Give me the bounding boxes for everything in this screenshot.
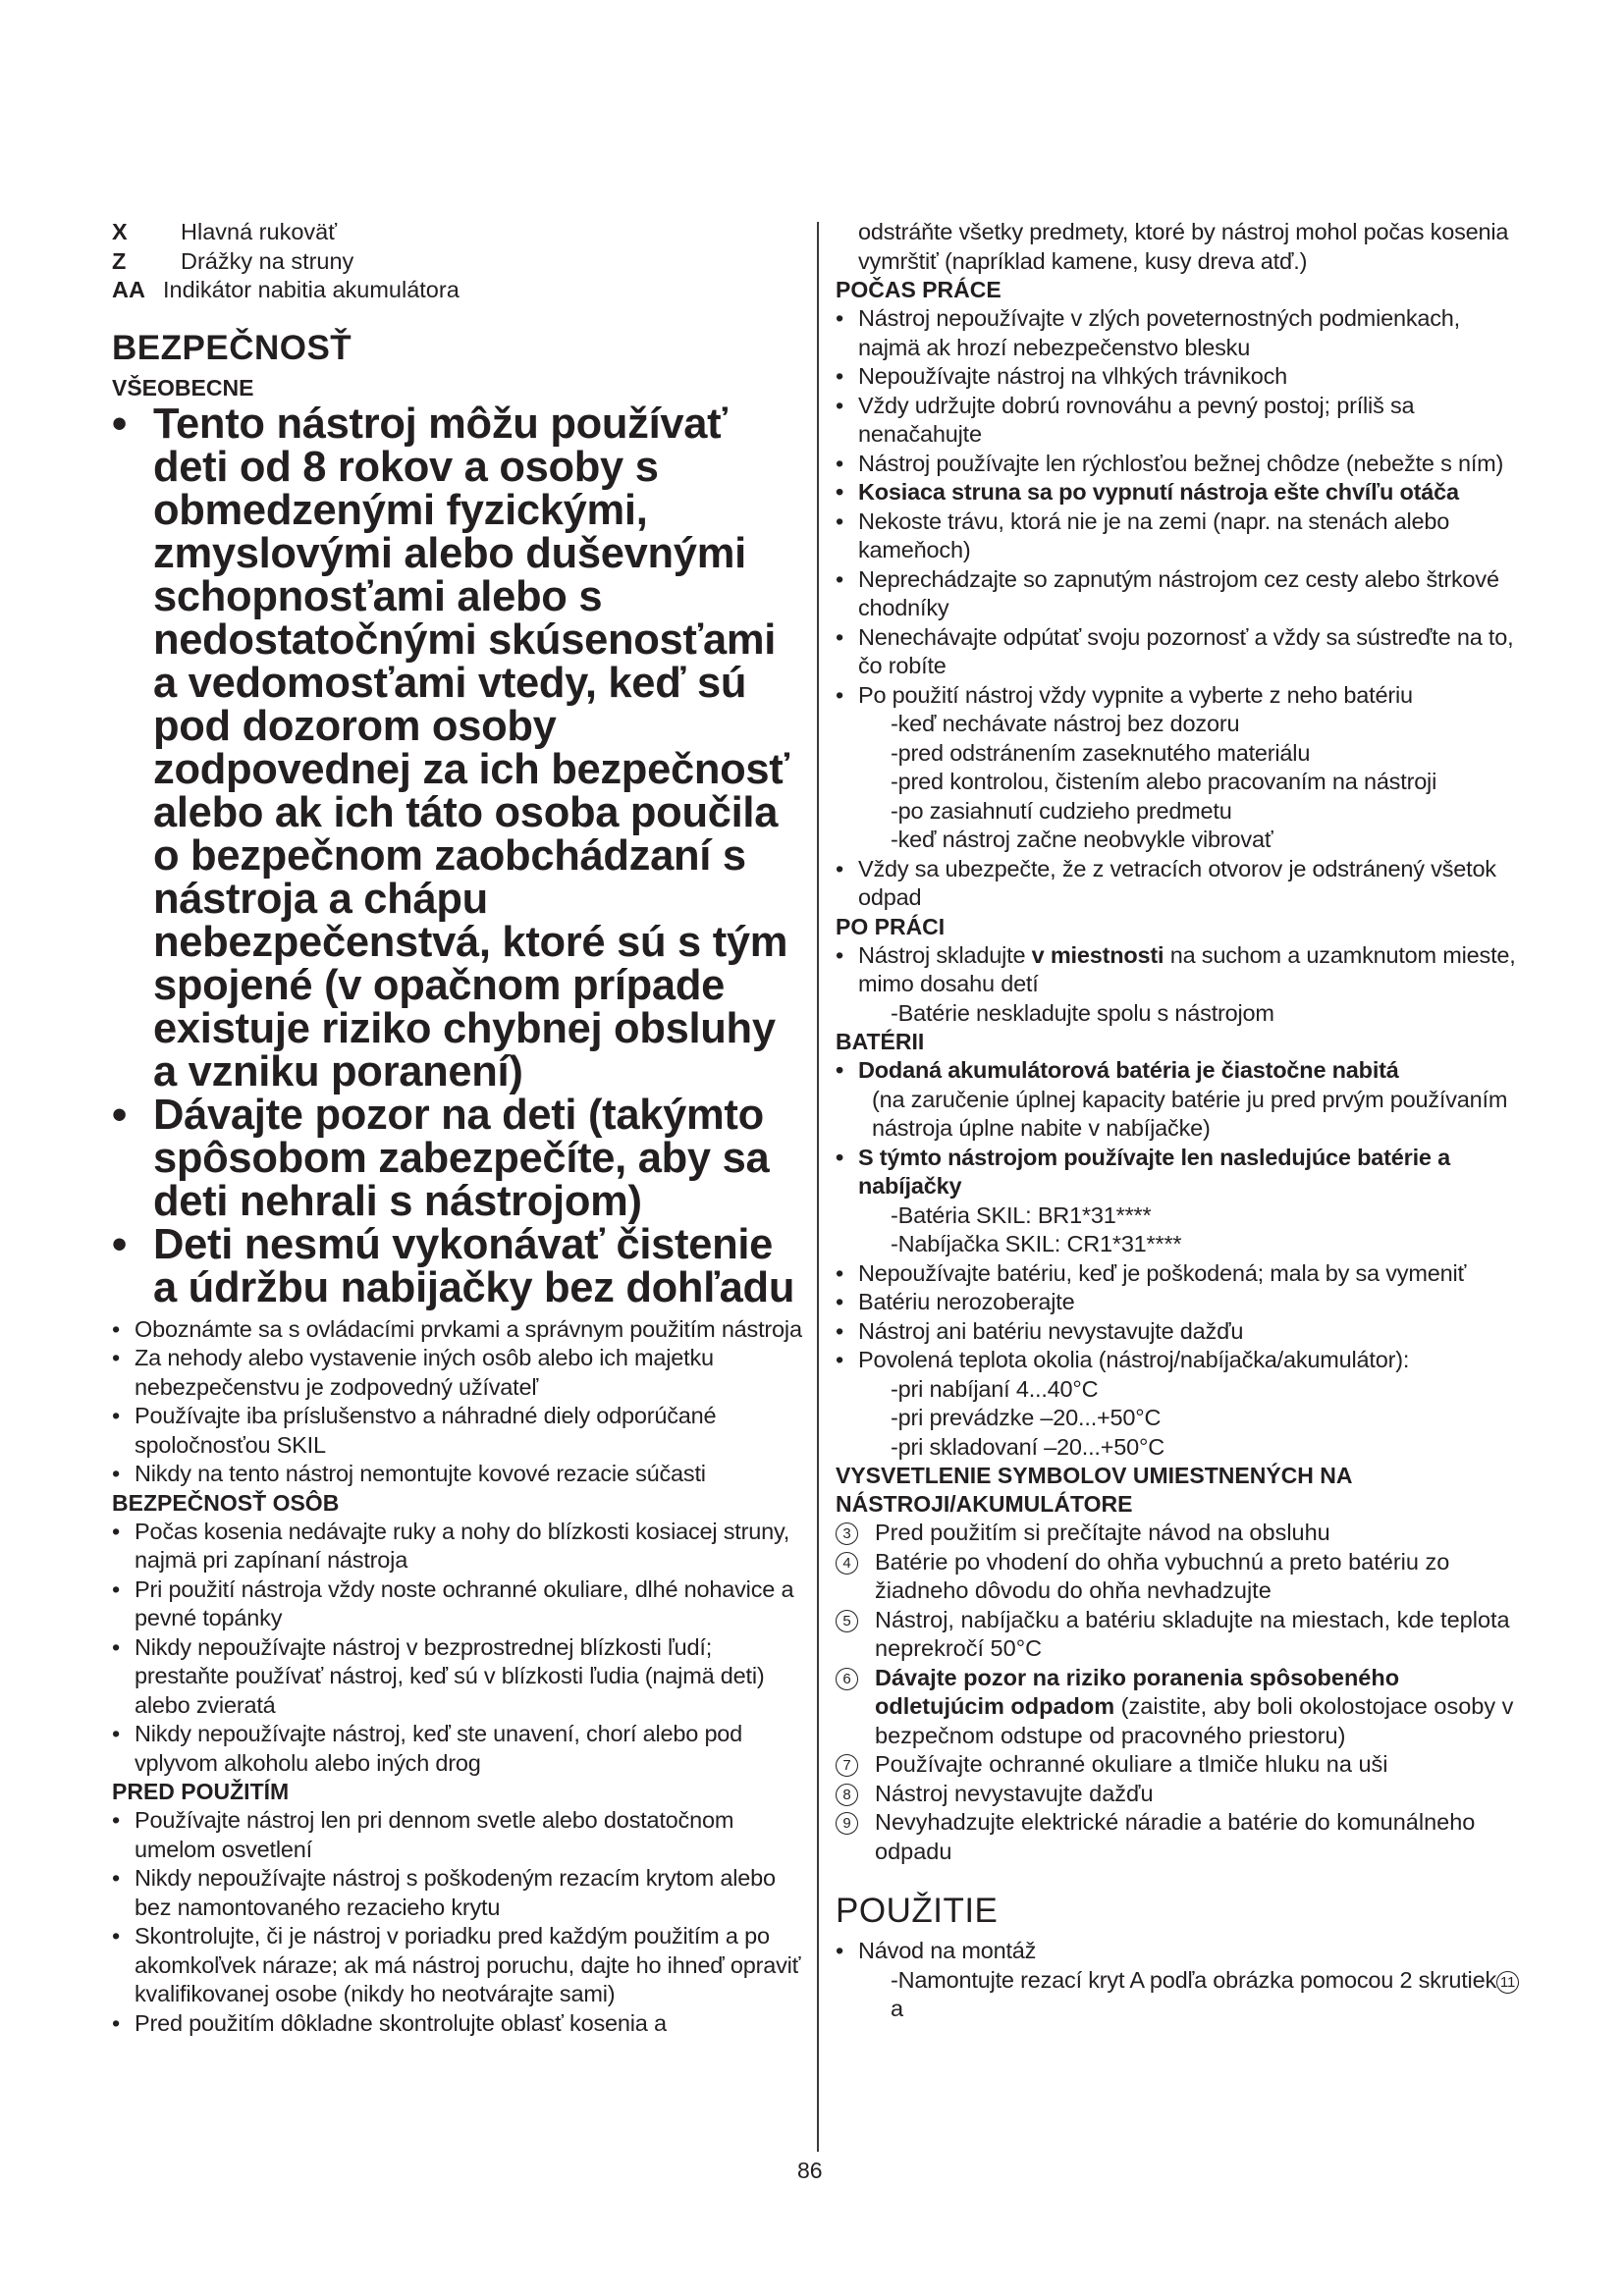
legend-label: Indikátor nabitia akumulátora [163,277,460,302]
list-item: • Za nehody alebo vystavenie iných osôb alebo ich majetku nebezpečenstvu je zodpovedný užívateľ [112,1344,805,1402]
list-item: • Vždy sa ubezpečte, že z vetracích otvorov je odstránený všetok odpad [836,855,1523,913]
circled-number-icon: 6 [836,1668,858,1690]
sub-item: -Nabíjačka SKIL: CR1*31**** [891,1231,1182,1256]
list-item: • Povolená teplota okolia (nástroj/nabíjačka/akumulátor): [836,1346,1523,1375]
symbol-text-bold: Dávajte pozor na riziko poranenia spôsobeného odletujúcim odpadom [875,1664,1400,1719]
battery-list-3 [836,1259,1523,1375]
safety-title: BEZPEČNOSŤ [112,328,352,367]
list-item: • Nikdy nepoužívajte nástroj v bezprostrednej blízkosti ľudí; prestaňte používať nástroj, keď sú v blízkosti ľudia (najmä deti) alebo zvieratá [112,1633,805,1721]
sub-item: -keď nechávate nástroj bez dozoru [891,711,1240,736]
sub-item: -Batéria SKIL: BR1*31**** [891,1201,1152,1228]
list-item: • Oboznámte sa s ovládacími prvkami a správnym použitím nástroja [112,1315,805,1345]
sub-item: -Batérie neskladujte spolu s nástrojom [891,999,1274,1026]
list-item: • Používajte nástroj len pri dennom svetle alebo dostatočnom umelom osvetlení [112,1806,805,1864]
during-sublist [836,710,1523,855]
legend-key: X [112,219,128,244]
legend-row [112,218,805,247]
list-item: • Nepoužívajte nástroj na vlhkých trávnikoch [836,362,1523,392]
big-warning: • Tento nástroj môžu používať deti od 8 rokov a osoby s obmedzenými fyzickými, zmyslovými alebo duševnými schopnosťami alebo s nedostatočnými skúsenosťami a vedomosťami vtedy, keď sú pod dozorom osoby zodpovednej za ich bezpečnosť alebo ak ich táto osoba poučila o bezpečnom zaobchádzaní s nástroja a chápu nebezpečenstvá, ktoré sú s tým spojené (v opačnom prípade existuje riziko chybnej obsluhy a vzniku poranení) [112,402,805,1094]
symbol-text: Batérie po vhodení do ohňa vybuchnú a preto batériu zo žiadneho dôvodu do ohňa nevhadzujte [875,1548,1450,1603]
legend-row [112,276,805,305]
list-item: • Nástroj používajte len rýchlosťou bežnej chôdze (nebežte s ním) [836,450,1523,479]
list-item: • Nikdy nepoužívajte nástroj, keď ste unavení, chorí alebo pod vplyvom alkoholu alebo iných drog [112,1720,805,1778]
list-item: • Nekoste trávu, ktorá nie je na zemi (napr. na stenách alebo kameňoch) [836,507,1523,565]
sub-item [891,1966,1523,2024]
text-part: na suchom a uzamknutom mieste, mimo dosahu detí [858,941,1516,996]
battery-list [836,1056,1523,1086]
list-item: • Nástroj ani batériu nevystavujte dažďu [836,1317,1523,1347]
sub-item: -pred odstránením zaseknutého materiálu [891,739,1311,766]
column-divider [817,222,819,2152]
list-item: • Nástroj nepoužívajte v zlých poveternostných podmienkach, najmä ak hrozí nebezpečenstvo blesku [836,304,1523,362]
list-item: • Vždy udržujte dobrú rovnováhu a pevný postoj; príliš sa nenačahujte [836,392,1523,450]
big-warnings [112,402,805,1309]
before-heading: PRED POUŽITÍM [112,1779,290,1804]
sub-item: -po zasiahnutí cudzieho predmetu [891,797,1232,824]
symbol-text: Nástroj nevystavujte dažďu [875,1780,1154,1806]
symbol-item [836,1780,1523,1809]
circled-number-icon: 7 [836,1754,858,1777]
legend-label: Drážky na struny [181,247,354,274]
before-list [112,1806,805,2038]
symbol-text: Pred použitím si prečítajte návod na obsluhu [875,1520,1330,1545]
list-item-bold: • Kosiaca struna sa po vypnutí nástroja ešte chvíľu otáča [836,478,1523,507]
list-item: • Batériu nerozoberajte [836,1288,1523,1317]
list-item: • Po použití nástroj vždy vypnite a vyberte z neho batériu [836,681,1523,711]
symbol-text: (zaistite, aby boli okolostojace osoby v bezpečnom odstupe od pracovného priestoru) [875,1693,1514,1748]
battery-list-2 [836,1144,1523,1201]
continued-text: odstráňte všetky predmety, ktoré by nástroj mohol počas kosenia vymrštiť (napríklad kamene, kusy dreva atď.) [858,219,1509,274]
big-warning: • Deti nesmú vykonávať čistenie a údržbu nabijačky bez dohľadu [112,1223,805,1309]
symbol-item [836,1808,1523,1866]
list-item: • Počas kosenia nedávajte ruky a nohy do blízkosti kosiacej struny, najmä pri zapínaní nástroja [112,1518,805,1575]
battery-note: (na zaručenie úplnej kapacity batérie ju pred prvým používaním nástroja úplne nabite v nabíjačke) [872,1086,1508,1141]
text-bold: v miestnosti [1031,941,1164,968]
list-item [836,941,1523,999]
circled-number-icon: 3 [836,1522,858,1545]
legend-key: Z [112,247,127,274]
sub-text: -Namontujte rezací kryt A podľa obrázka pomocou 2 skrutiek [891,1966,1497,1993]
during-heading: POČAS PRÁCE [836,277,1001,302]
persons-heading: BEZPEČNOSŤ OSÔB [112,1489,340,1516]
list-item: • Používajte iba príslušenstvo a náhradné diely odporúčané spoločnosťou SKIL [112,1402,805,1460]
circled-number-icon: 5 [836,1610,858,1632]
list-item: • Skontrolujte, či je nástroj v poriadku pred každým použitím a po akomkoľvek náraze; ak má nástroj poruchu, dajte ho ihneď opraviť kvalifikovanej osobe (nikdy ho neotvárajte sami) [112,1922,805,2009]
text-part: Nástroj skladujte [858,941,1032,968]
right-column [836,218,1523,2024]
list-item-bold: • S týmto nástrojom používajte len nasledujúce batérie a nabíjačky [836,1144,1523,1201]
symbol-item [836,1664,1523,1751]
page-number: 86 [797,2158,823,2183]
list-item: • Nikdy nepoužívajte nástroj s poškodeným rezacím krytom alebo bez namontovaného rezacieho krytu [112,1864,805,1922]
legend-key: AA [112,277,145,302]
left-column [112,218,805,2038]
legend-label: Hlavná rukoväť [181,219,338,244]
battery-heading: BATÉRII [836,1029,925,1054]
sub-text: a [891,1996,903,2021]
symbol-item [836,1606,1523,1664]
list-item: • Nenechávajte odpútať svoju pozornosť a vždy sa sústreďte na to, čo robíte [836,623,1523,681]
circled-number-icon: 9 [836,1812,858,1835]
list-item: • Nepoužívajte batériu, keď je poškodená; mala by sa vymeniť [836,1259,1523,1289]
symbol-item [836,1519,1523,1548]
after-list [836,941,1523,999]
persons-list [112,1518,805,1779]
symbol-item [836,1750,1523,1780]
circled-number-icon: 8 [836,1784,858,1806]
usage-list [836,1937,1523,1966]
symbol-item [836,1548,1523,1606]
sub-item: -pri nabíjaní 4...40°C [891,1375,1099,1402]
list-item: • Neprechádzajte so zapnutým nástrojom cez cesty alebo štrkové chodníky [836,565,1523,623]
list-item: • Nikdy na tento nástroj nemontujte kovové rezacie súčasti [112,1460,805,1489]
legend-row [112,247,805,277]
circled-number-icon: 11 [1496,1971,1519,1994]
symbol-text: Nevyhadzujte elektrické náradie a batérie do komunálneho odpadu [875,1809,1476,1864]
usage-title: POUŽITIE [836,1892,999,1930]
list-item-bold: • Dodaná akumulátorová batéria je čiastočne nabitá [836,1056,1523,1086]
list-item: • Pri použití nástroja vždy noste ochranné okuliare, dlhé nohavice a pevné topánky [112,1575,805,1633]
sub-item: -keď nástroj začne neobvykle vibrovať [891,827,1273,852]
sub-item: -pred kontrolou, čistením alebo pracovaním na nástroji [891,769,1437,794]
general-heading: VŠEOBECNE [112,374,254,400]
legend [112,218,805,305]
sub-item: -pri skladovaní –20...+50°C [891,1433,1164,1460]
during-list [836,304,1523,710]
sub-item: -pri prevádzke –20...+50°C [891,1405,1162,1430]
after-heading: PO PRÁCI [836,913,946,939]
during-last-list [836,855,1523,913]
symbol-text: Používajte ochranné okuliare a tlmiče hluku na uši [875,1751,1388,1777]
symbols-heading: VYSVETLENIE SYMBOLOV UMIESTNENÝCH NA NÁSTROJI/AKUMULÁTORE [836,1463,1352,1517]
symbol-text: Nástroj, nabíjačku a batériu skladujte na miestach, kde teplota neprekročí 50°C [875,1606,1510,1661]
big-warning: • Dávajte pozor na deti (takýmto spôsobom zabezpečíte, aby sa deti nehrali s nástrojom) [112,1094,805,1223]
list-item: • Návod na montáž [836,1937,1523,1966]
general-list [112,1315,805,1489]
circled-number-icon: 4 [836,1552,858,1575]
list-item: • Pred použitím dôkladne skontrolujte oblasť kosenia a [112,2009,805,2039]
